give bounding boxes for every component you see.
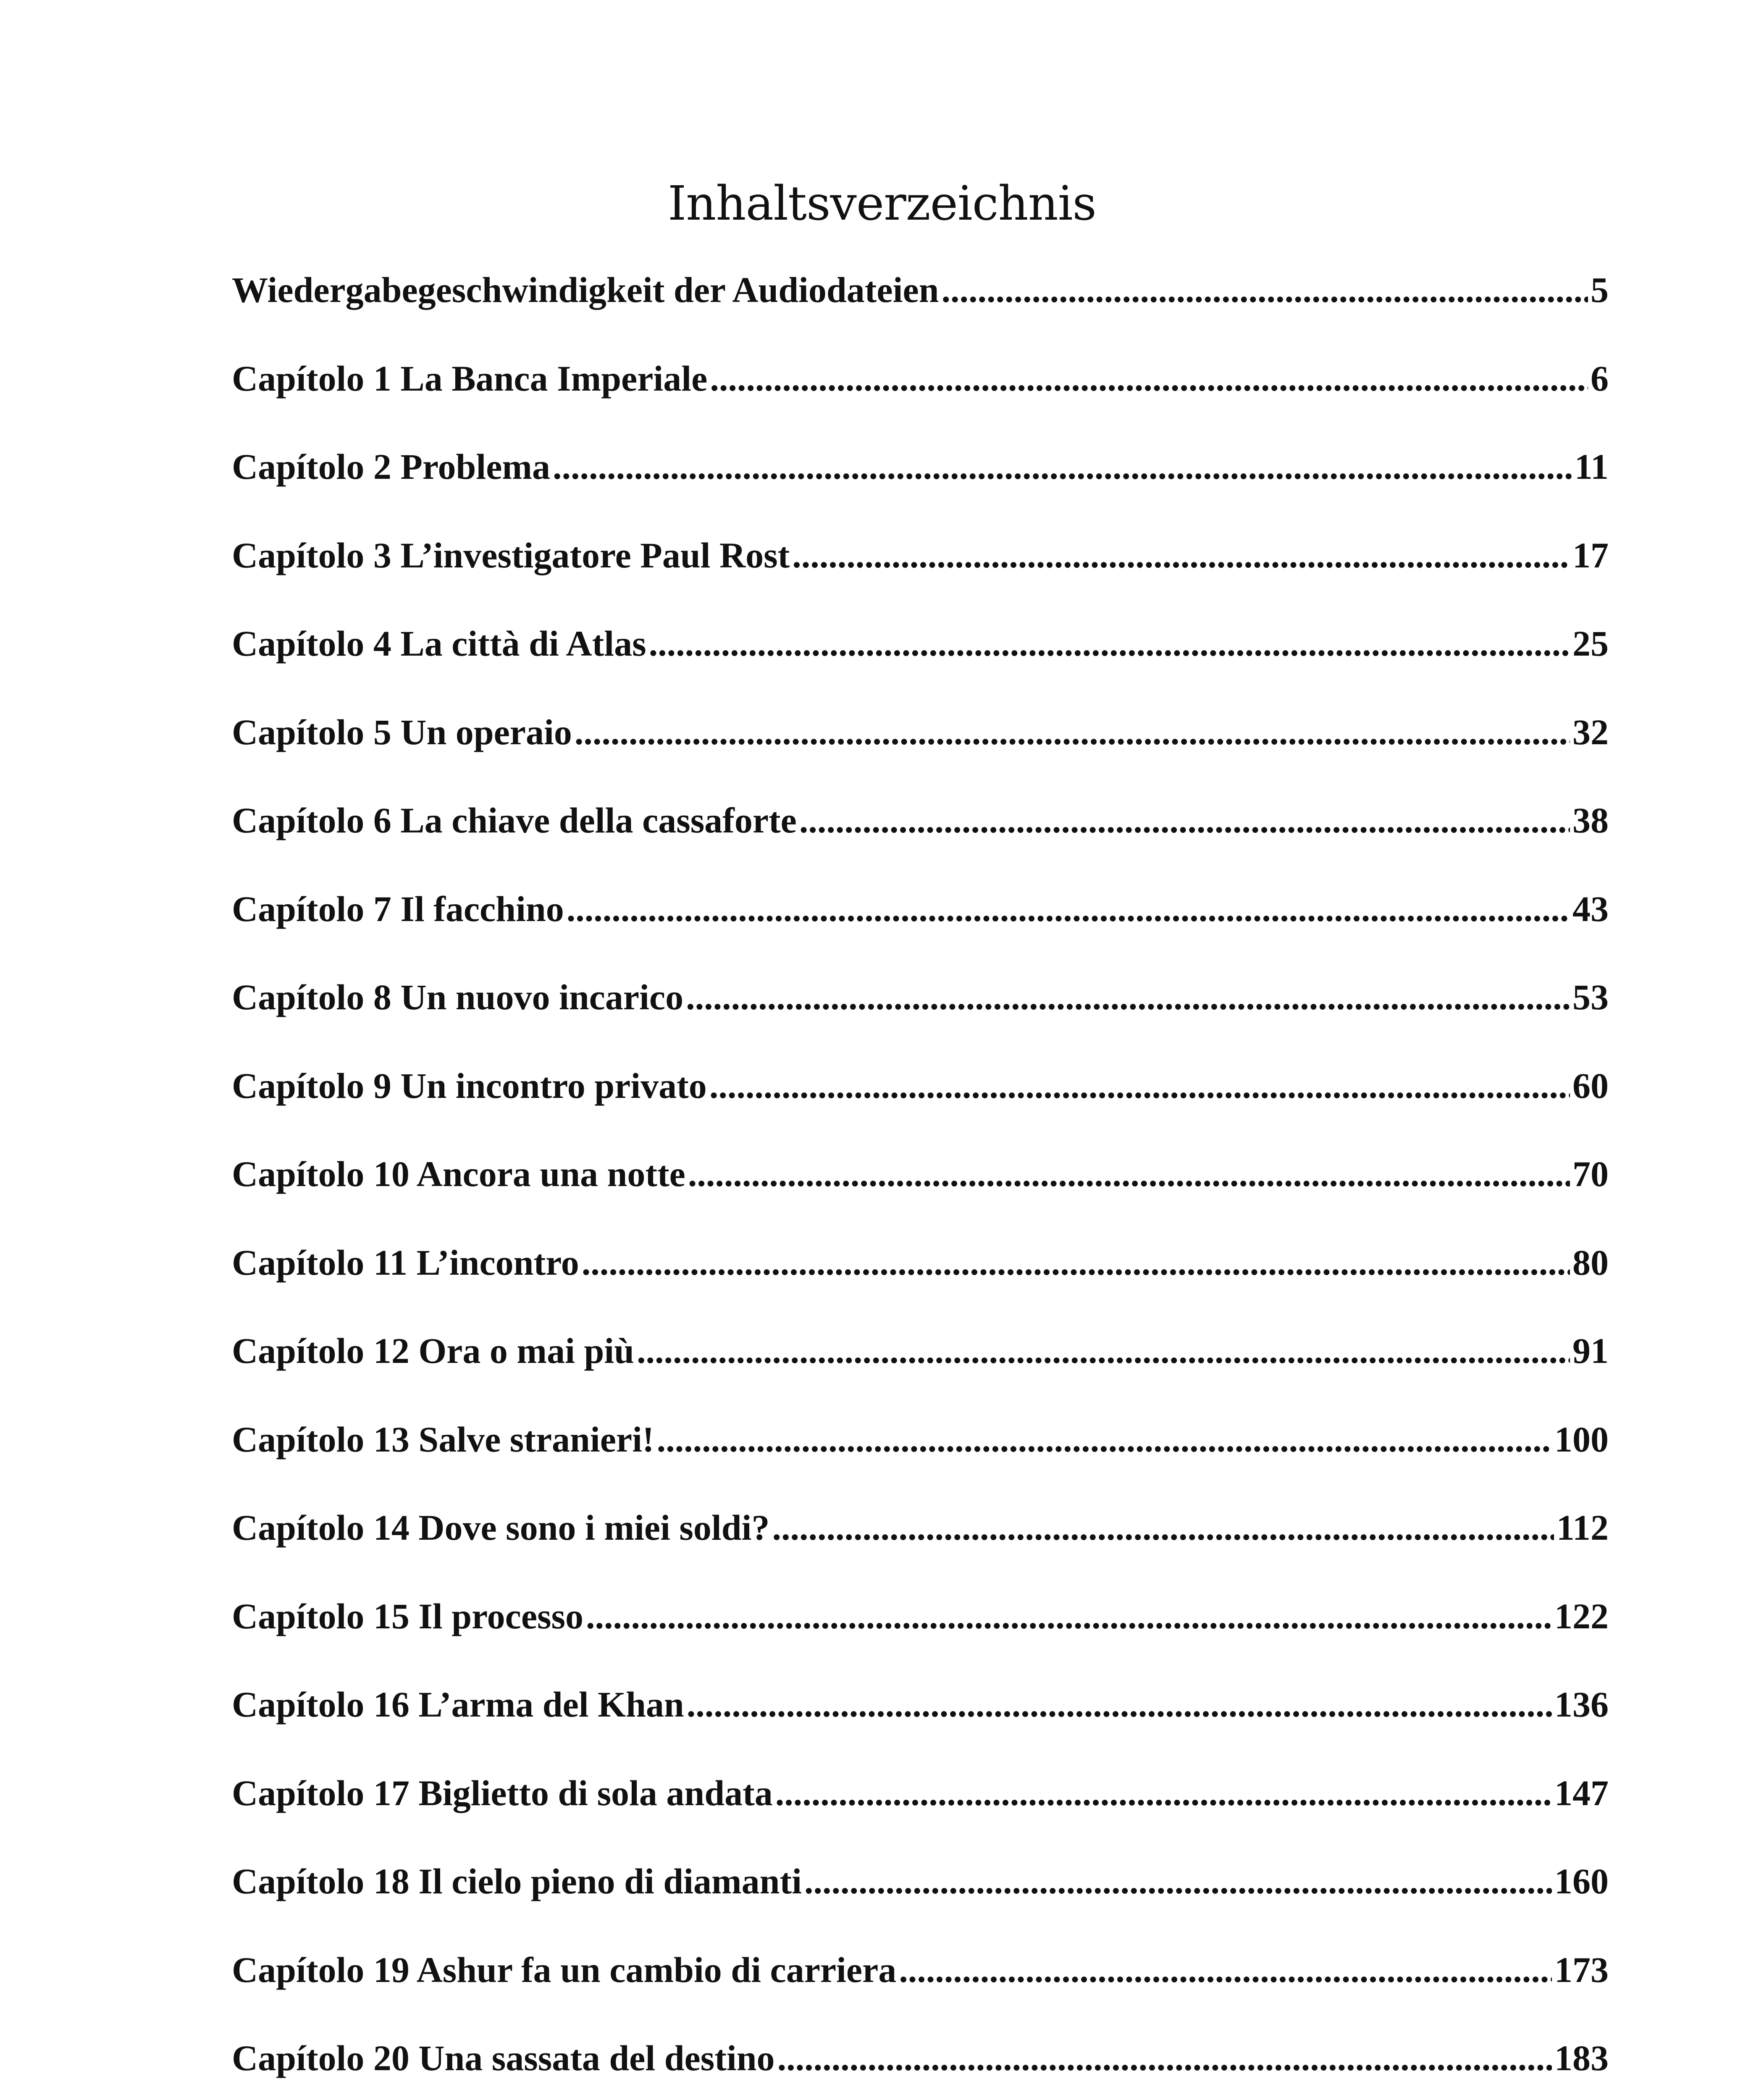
dot-leader — [709, 1060, 1570, 1111]
dot-leader — [567, 884, 1570, 934]
dot-leader — [586, 1591, 1552, 1641]
toc-entry-title: Capítolo 7 Il facchino — [232, 888, 564, 929]
dot-leader — [899, 1945, 1552, 1995]
dot-leader — [941, 265, 1588, 315]
toc-entry[interactable] — [232, 353, 1609, 442]
toc-entry-page: 60 — [1572, 1065, 1609, 1106]
toc-entry-page: 6 — [1591, 358, 1609, 399]
toc-entry[interactable] — [232, 884, 1609, 972]
toc-entry-title: Capítolo 15 Il processo — [232, 1596, 583, 1636]
toc-entry[interactable] — [232, 1856, 1609, 1945]
toc-entry-title: Capítolo 18 Il cielo pieno di diamanti — [232, 1861, 802, 1901]
dot-leader — [792, 530, 1570, 580]
toc-entry-page: 5 — [1591, 270, 1609, 310]
toc-entry-page: 32 — [1572, 711, 1609, 752]
toc-entry[interactable] — [232, 1768, 1609, 1856]
toc-entry-page: 183 — [1554, 2038, 1609, 2078]
dot-leader — [649, 618, 1570, 669]
toc-entry-title: Capítolo 1 La Banca Imperiale — [232, 358, 708, 399]
toc-entry-page: 91 — [1572, 1331, 1609, 1371]
toc-entry-title: Capítolo 9 Un incontro privato — [232, 1065, 707, 1106]
toc-entry-page: 53 — [1572, 977, 1609, 1017]
toc-entry-title: Capítolo 4 La città di Atlas — [232, 623, 646, 664]
toc-entry-title: Capítolo 14 Dove sono i miei soldi? — [232, 1507, 770, 1548]
toc-entry-title: Capítolo 11 L’incontro — [232, 1242, 579, 1283]
toc-entry-page: 100 — [1554, 1419, 1609, 1460]
dot-leader — [772, 1502, 1554, 1553]
toc-entry[interactable] — [232, 2033, 1609, 2100]
toc-entry-page: 43 — [1572, 888, 1609, 929]
dot-leader — [582, 1237, 1570, 1288]
dot-leader — [687, 1679, 1552, 1730]
dot-leader — [710, 353, 1588, 404]
toc-entry[interactable] — [232, 618, 1609, 707]
toc-entry-page: 38 — [1572, 800, 1609, 840]
dot-leader — [553, 441, 1572, 492]
table-of-contents — [232, 265, 1609, 2100]
toc-entry[interactable] — [232, 795, 1609, 884]
dot-leader — [575, 707, 1570, 757]
toc-entry-title: Capítolo 6 La chiave della cassaforte — [232, 800, 797, 840]
toc-entry[interactable] — [232, 265, 1609, 353]
dot-leader — [804, 1856, 1552, 1906]
toc-entry[interactable] — [232, 972, 1609, 1060]
toc-entry-page: 11 — [1574, 446, 1609, 487]
toc-entry-title: Capítolo 12 Ora o mai più — [232, 1331, 635, 1371]
dot-leader — [637, 1326, 1570, 1376]
toc-entry-title: Capítolo 20 Una sassata del destino — [232, 2038, 775, 2078]
toc-entry[interactable] — [232, 707, 1609, 795]
toc-entry[interactable] — [232, 1414, 1609, 1503]
toc-entry[interactable] — [232, 1326, 1609, 1414]
toc-entry[interactable] — [232, 1591, 1609, 1680]
toc-entry[interactable] — [232, 1679, 1609, 1768]
toc-entry-page: 136 — [1554, 1684, 1609, 1725]
dot-leader — [686, 972, 1570, 1022]
page-title: Inhaltsverzeichnis — [667, 176, 1097, 231]
toc-entry[interactable] — [232, 1060, 1609, 1149]
toc-entry-page: 173 — [1554, 1949, 1609, 1990]
toc-entry[interactable] — [232, 1945, 1609, 2033]
toc-entry-title: Capítolo 10 Ancora una notte — [232, 1154, 685, 1194]
dot-leader — [775, 1768, 1552, 1818]
toc-entry-page: 122 — [1554, 1596, 1609, 1636]
toc-entry-title: Capítolo 2 Problema — [232, 446, 551, 487]
toc-entry-title: Capítolo 13 Salve stranieri! — [232, 1419, 654, 1460]
toc-entry-page: 70 — [1572, 1154, 1609, 1194]
toc-entry[interactable] — [232, 530, 1609, 619]
toc-entry-title: Capítolo 16 L’arma del Khan — [232, 1684, 684, 1725]
toc-entry-title: Capítolo 19 Ashur fa un cambio di carriera — [232, 1949, 897, 1990]
toc-entry[interactable] — [232, 441, 1609, 530]
toc-entry[interactable] — [232, 1149, 1609, 1237]
toc-entry-title: Capítolo 8 Un nuovo incarico — [232, 977, 684, 1017]
toc-entry-page: 80 — [1572, 1242, 1609, 1283]
toc-entry-page: 147 — [1554, 1772, 1609, 1813]
toc-entry[interactable] — [232, 1237, 1609, 1326]
toc-entry-title: Capítolo 5 Un operaio — [232, 711, 572, 752]
dot-leader — [777, 2033, 1552, 2083]
toc-entry-page: 160 — [1554, 1861, 1609, 1901]
dot-leader — [799, 795, 1570, 845]
toc-entry-page: 112 — [1556, 1507, 1609, 1548]
toc-entry-title: Wiedergabegeschwindigkeit der Audiodateien — [232, 270, 939, 310]
toc-entry-page: 17 — [1572, 535, 1609, 575]
dot-leader — [657, 1414, 1552, 1465]
toc-entry-title: Capítolo 3 L’investigatore Paul Rost — [232, 535, 790, 575]
toc-entry-page: 25 — [1572, 623, 1609, 664]
toc-entry[interactable] — [232, 1502, 1609, 1591]
toc-entry-title: Capítolo 17 Biglietto di sola andata — [232, 1772, 773, 1813]
dot-leader — [688, 1149, 1570, 1199]
